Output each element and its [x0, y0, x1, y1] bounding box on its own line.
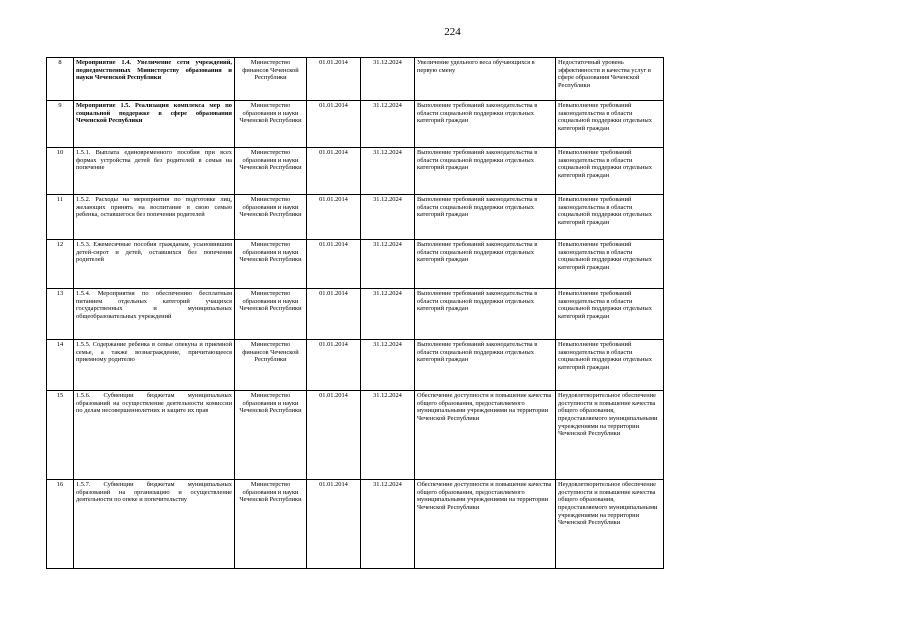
measure-name: 1.5.6. Субвенции бюджетам муниципальных образований на осуществление деятельности комиссии по делам несовершеннолетних и защите их прав: [74, 391, 235, 480]
end-date: 31.12.2024: [361, 101, 415, 148]
table-row: [47, 195, 664, 240]
expected-result: Обеспечение доступности и повышение качества общего образования, предоставляемого муниципальными учреждениями на территории Чеченской Республики: [415, 480, 556, 569]
end-date: 31.12.2024: [361, 391, 415, 480]
consequence: Невыполнение требований законодательства в области социальной поддержки отдельных категорий граждан: [556, 195, 664, 240]
start-date: 01.01.2014: [307, 101, 361, 148]
row-number: 8: [47, 58, 74, 101]
table-row: [47, 101, 664, 148]
measure-name: 1.5.5. Содержание ребенка в семье опекуна и приемной семье, а также вознаграждение, причитающееся приемному родителю: [74, 340, 235, 391]
measure-name: Мероприятие 1.4. Увеличение сети учреждений, подведомственных Министерству образования и науки Чеченской Республики: [74, 58, 235, 101]
executor: Министерство финансов Чеченской Республики: [235, 58, 307, 101]
expected-result: Обеспечение доступности и повышение качества общего образования, предоставляемого муниципальными учреждениями на территории Чеченской Республики: [415, 391, 556, 480]
consequence: Невыполнение требований законодательства в области социальной поддержки отдельных категорий граждан: [556, 101, 664, 148]
row-number: 16: [47, 480, 74, 569]
executor: Министерство образования и науки Чеченской Республики: [235, 240, 307, 289]
row-number: 11: [47, 195, 74, 240]
expected-result: Выполнение требований законодательства в области социальной поддержки отдельных категорий граждан: [415, 289, 556, 340]
table-row: [47, 58, 664, 101]
executor: Министерство образования и науки Чеченской Республики: [235, 289, 307, 340]
expected-result: Выполнение требований законодательства в области социальной поддержки отдельных категорий граждан: [415, 148, 556, 195]
start-date: 01.01.2014: [307, 391, 361, 480]
start-date: 01.01.2014: [307, 58, 361, 101]
expected-result: Выполнение требований законодательства в области социальной поддержки отдельных категорий граждан: [415, 101, 556, 148]
measure-name: 1.5.1. Выплата единовременного пособия при всех формах устройства детей без родителей в семьи на попечение: [74, 148, 235, 195]
table-row: [47, 480, 664, 569]
executor: Министерство образования и науки Чеченской Республики: [235, 101, 307, 148]
start-date: 01.01.2014: [307, 340, 361, 391]
measures-table: [46, 57, 664, 569]
end-date: 31.12.2024: [361, 289, 415, 340]
end-date: 31.12.2024: [361, 195, 415, 240]
end-date: 31.12.2024: [361, 340, 415, 391]
executor: Министерство образования и науки Чеченской Республики: [235, 195, 307, 240]
table-row: [47, 289, 664, 340]
start-date: 01.01.2014: [307, 240, 361, 289]
expected-result: Выполнение требований законодательства в области социальной поддержки отдельных категорий граждан: [415, 240, 556, 289]
consequence: Недостаточный уровень эффективности и качества услуг в сфере образования Чеченской Республики: [556, 58, 664, 101]
row-number: 14: [47, 340, 74, 391]
table-row: [47, 340, 664, 391]
consequence: Невыполнение требований законодательства в области социальной поддержки отдельных категорий граждан: [556, 240, 664, 289]
measure-name: 1.5.7. Субвенции бюджетам муниципальных образований на организацию и осуществление деятельности по опеке и попечительству: [74, 480, 235, 569]
measure-name: 1.5.3. Ежемесячные пособия гражданам, усыновившим детей-сирот и детей, оставшихся без попечения родителей: [74, 240, 235, 289]
consequence: Неудовлетворительное обеспечение доступности и повышение качества общего образования, предоставляемого муниципальными учреждениями на территории Чеченской Республики: [556, 391, 664, 480]
consequence: Невыполнение требований законодательства в области социальной поддержки отдельных категорий граждан: [556, 289, 664, 340]
executor: Министерство финансов Чеченской Республики: [235, 340, 307, 391]
measure-name: 1.5.2. Расходы на мероприятия по подготовке лиц, желающих принять на воспитание в свою семью ребенка, оставшегося без попечения родителей: [74, 195, 235, 240]
start-date: 01.01.2014: [307, 195, 361, 240]
consequence: Невыполнение требований законодательства в области социальной поддержки отдельных категорий граждан: [556, 148, 664, 195]
expected-result: Выполнение требований законодательства в области социальной поддержки отдельных категорий граждан: [415, 195, 556, 240]
row-number: 13: [47, 289, 74, 340]
end-date: 31.12.2024: [361, 240, 415, 289]
consequence: Неудовлетворительное обеспечение доступности и повышение качества общего образования, предоставляемого муниципальными учреждениями на территории Чеченской Республики: [556, 480, 664, 569]
table-row: [47, 148, 664, 195]
table-row: [47, 240, 664, 289]
row-number: 10: [47, 148, 74, 195]
start-date: 01.01.2014: [307, 148, 361, 195]
executor: Министерство образования и науки Чеченской Республики: [235, 391, 307, 480]
row-number: 12: [47, 240, 74, 289]
page-number: 224: [444, 26, 461, 38]
row-number: 9: [47, 101, 74, 148]
measure-name: Мероприятие 1.5. Реализация комплекса мер по социальной поддержке в сфере образования Чеченской Республики: [74, 101, 235, 148]
measure-name: 1.5.4. Мероприятия по обеспечению бесплатным питанием отдельных категорий учащихся государственных и муниципальных общеобразовательных учреждений: [74, 289, 235, 340]
end-date: 31.12.2024: [361, 58, 415, 101]
row-number: 15: [47, 391, 74, 480]
end-date: 31.12.2024: [361, 148, 415, 195]
table-row: [47, 391, 664, 480]
executor: Министерство образования и науки Чеченской Республики: [235, 480, 307, 569]
start-date: 01.01.2014: [307, 289, 361, 340]
start-date: 01.01.2014: [307, 480, 361, 569]
expected-result: Выполнение требований законодательства в области социальной поддержки отдельных категорий граждан: [415, 340, 556, 391]
executor: Министерство образования и науки Чеченской Республики: [235, 148, 307, 195]
consequence: Невыполнение требований законодательства в области социальной поддержки отдельных категорий граждан: [556, 340, 664, 391]
expected-result: Увеличение удельного веса обучающихся в первую смену: [415, 58, 556, 101]
end-date: 31.12.2024: [361, 480, 415, 569]
